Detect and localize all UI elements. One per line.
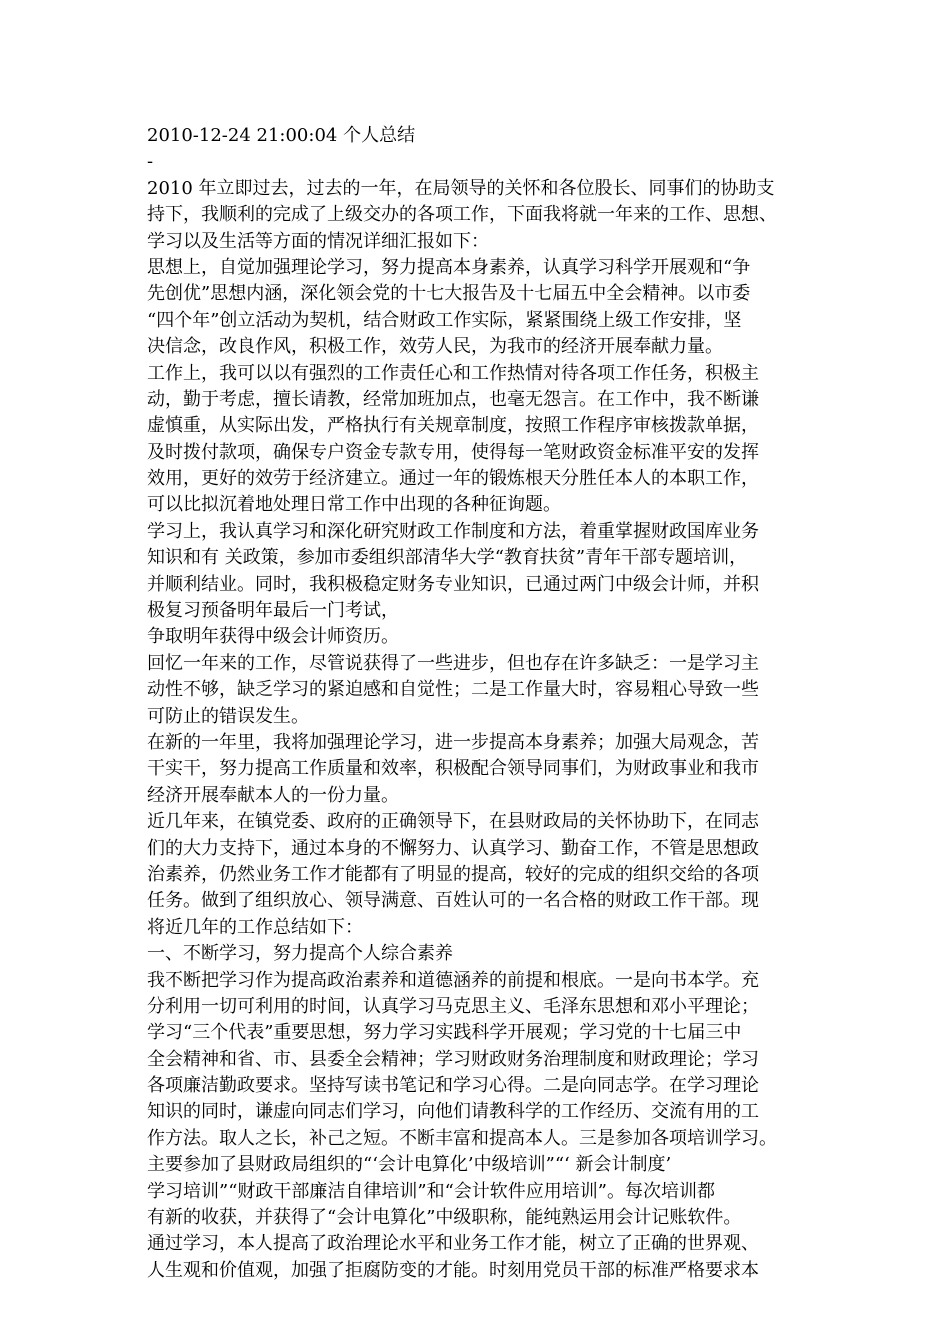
text-line: 并顺利结业。同时，我积极稳定财务专业知识，已通过两门中级会计师，并积 (147, 573, 759, 595)
text-line: 思想上，自觉加强理论学习，努力提高本身素养，认真学习科学开展观和“争 (147, 256, 751, 278)
text-line: 近几年来，在镇党委、政府的正确领导下，在县财政局的关怀协助下，在同志 (147, 811, 759, 833)
text-line: 可防止的错误发生。 (147, 705, 309, 727)
text-line: 将近几年的工作总结如下： (147, 916, 363, 938)
text-line: 先创优”思想内涵，深化领会党的十七大报告及十七届五中全会精神。以市委 (147, 283, 751, 305)
text-line: 学习以及生活等方面的情况详细汇报如下： (147, 230, 489, 252)
separator-line: - (147, 151, 154, 173)
text-line: 有新的收获，并获得了“会计电算化”中级职称，能纯熟运用会计记账软件。 (147, 1207, 742, 1229)
text-line: 通过学习，本人提高了政治理论水平和业务工作才能，树立了正确的世界观、 (147, 1233, 759, 1255)
text-line: 工作上，我可以以有强烈的工作责任心和工作热情对待各项工作任务，积极主 (147, 362, 759, 384)
doc-title-line: 2010-12-24 21:00:04 个人总结 (147, 125, 416, 146)
text-line: 及时拨付款项，确保专户资金专款专用，使得每一笔财政资金标准平安的发挥 (147, 441, 759, 463)
text-line: 经济开展奉献本人的一份力量。 (147, 784, 399, 806)
text-line: 作方法。取人之长，补己之短。不断丰富和提高本人。三是参加各项培训学习。 (147, 1127, 777, 1149)
text-line: 决信念，改良作风，积极工作，效劳人民，为我市的经济开展奉献力量。 (147, 336, 723, 358)
text-line: 主要参加了县财政局组织的“‘会计电算化’中级培训”“‘ 新会计制度’ (147, 1154, 672, 1176)
text-line: 们的大力支持下，通过本身的不懈努力、认真学习、勤奋工作，不管是思想政 (147, 837, 759, 859)
text-line: 动，勤于考虑，擅长请教，经常加班加点，也毫无怨言。在工作中，我不断谦 (147, 388, 759, 410)
text-line: 学习培训”“财政干部廉洁自律培训”和“会计软件应用培训”。每次培训都 (147, 1180, 716, 1202)
text-line: 效用，更好的效劳于经济建立。通过一年的锻炼根天分胜任本人的本职工作， (147, 468, 759, 490)
text-line: 各项廉洁勤政要求。坚持写读书笔记和学习心得。二是向同志学。在学习理论 (147, 1075, 759, 1097)
text-line: 学习“三个代表”重要思想，努力学习实践科学开展观；学习党的十七届三中 (147, 1022, 742, 1044)
text-line: 在新的一年里，我将加强理论学习，进一步提高本身素养；加强大局观念，苦 (147, 731, 759, 753)
text-line: 全会精神和省、市、县委全会精神；学习财政财务治理制度和财政理论；学习 (147, 1048, 759, 1070)
text-line: “四个年”创立活动为契机，结合财政工作实际，紧紧围绕上级工作安排，坚 (147, 309, 742, 331)
text-line: 虚慎重，从实际出发，严格执行有关规章制度，按照工作程序审核拨款单据， (147, 415, 759, 437)
text-line: 极复习预备明年最后一门考试， (147, 600, 399, 622)
text-line: 知识和有 关政策，参加市委组织部清华大学“教育扶贫”青年干部专题培训， (147, 547, 748, 569)
text-line: 干实干，努力提高工作质量和效率，积极配合领导同事们，为财政事业和我市 (147, 758, 759, 780)
text-line: 任务。做到了组织放心、领导满意、百姓认可的一名合格的财政工作干部。现 (147, 890, 759, 912)
text-line: 可以比拟沉着地处理日常工作中出现的各种征询题。 (147, 494, 561, 516)
text-line: 2010 年立即过去，过去的一年，在局领导的关怀和各位股长、同事们的协助支 (147, 177, 775, 199)
text-line: 我不断把学习作为提高政治素养和道德涵养的前提和根底。一是向书本学。充 (147, 969, 759, 991)
text-line: 人生观和价值观，加强了拒腐防变的才能。时刻用党员干部的标准严格要求本 (147, 1259, 759, 1281)
text-line: 持下，我顺利的完成了上级交办的各项工作，下面我将就一年来的工作、思想、 (147, 204, 777, 226)
section-heading: 一、不断学习，努力提高个人综合素养 (147, 943, 453, 965)
text-line: 回忆一年来的工作，尽管说获得了一些进步，但也存在许多缺乏：一是学习主 (147, 652, 759, 674)
text-line: 动性不够，缺乏学习的紧迫感和自觉性；二是工作量大时，容易粗心导致一些 (147, 679, 759, 701)
text-line: 学习上，我认真学习和深化研究财政工作制度和方法，着重掌握财政国库业务 (147, 520, 759, 542)
document-body (147, 123, 817, 1284)
text-line: 治素养，仍然业务工作才能都有了明显的提高，较好的完成的组织交给的各项 (147, 863, 759, 885)
text-line: 争取明年获得中级会计师资历。 (147, 626, 399, 648)
text-line: 知识的同时，谦虚向同志们学习，向他们请教科学的工作经历、交流有用的工 (147, 1101, 759, 1123)
text-line: 分利用一切可利用的时间，认真学习马克思主义、毛泽东思想和邓小平理论； (147, 995, 759, 1017)
